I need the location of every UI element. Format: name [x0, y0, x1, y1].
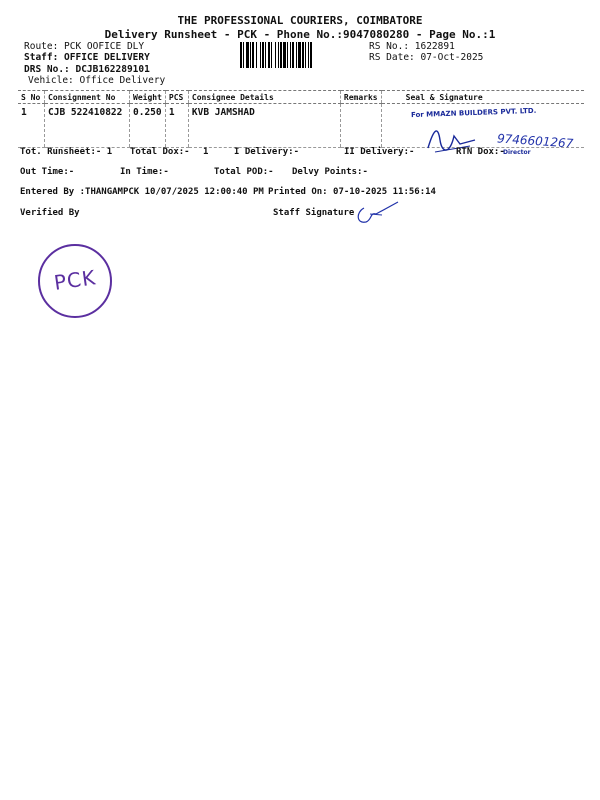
- staff-signature-label: Staff Signature: [273, 208, 355, 218]
- verified-by: Verified By: [20, 208, 80, 218]
- col-remarks: Remarks: [340, 91, 381, 104]
- handwritten-phone: 9746601267: [496, 131, 574, 151]
- cell-consignee: KVB JAMSHAD: [188, 104, 340, 148]
- printed-on: Printed On: 07-10-2025 11:56:14: [268, 187, 436, 197]
- in-time: In Time:-: [120, 167, 169, 177]
- staff-text: Staff: OFFICE DELIVERY: [24, 52, 150, 63]
- pck-stamp: [38, 244, 112, 318]
- total-dox-value: 1: [203, 147, 209, 157]
- col-sno: S No: [18, 91, 45, 104]
- table-header-row: [18, 91, 584, 104]
- rs-number: RS No.: 1622891: [369, 41, 455, 52]
- cell-weight: 0.250: [130, 104, 166, 148]
- total-pod: Total POD:-: [214, 167, 274, 177]
- col-consignee: Consignee Details: [188, 91, 340, 104]
- company-title: THE PROFESSIONAL COURIERS, COIMBATORE: [177, 14, 423, 27]
- pck-stamp-text: PCK: [52, 265, 98, 295]
- rtn-dox: RTN Dox:-: [456, 147, 505, 157]
- barcode-bar: [312, 42, 315, 68]
- company-seal: For MMAZN BUILDERS PVT. LTD.: [410, 106, 537, 120]
- total-dox-label: Total Dox:-: [130, 147, 190, 157]
- out-time: Out Time:-: [20, 167, 75, 177]
- staff-signature-icon: [352, 200, 402, 228]
- delvy-points: Delvy Points:-: [292, 167, 368, 177]
- col-weight: Weight: [130, 91, 166, 104]
- col-consignment: Consignment No: [45, 91, 130, 104]
- entered-by: Entered By :THANGAMPCK 10/07/2025 12:00:40 PM: [20, 187, 264, 197]
- col-seal: Seal & Signature: [381, 91, 584, 104]
- col-pcs: PCS: [165, 91, 188, 104]
- seal-role: Director: [503, 149, 531, 156]
- rs-date: RS Date: 07-Oct-2025: [369, 52, 484, 63]
- drs-number: DRS No.: DCJB162289101: [24, 64, 150, 75]
- i-delivery: I Delivery:-: [234, 147, 300, 157]
- runsheet-subtitle: Delivery Runsheet - PCK - Phone No.:9047080280 - Page No.:1: [104, 28, 496, 41]
- total-runsheet: Tot. Runsheet:- 1: [20, 147, 113, 157]
- cell-pcs: 1: [165, 104, 188, 148]
- ii-delivery: II Delivery:-: [344, 147, 415, 157]
- route-text: Route: PCK OOFICE DLY: [24, 41, 145, 52]
- cell-sno: 1: [18, 104, 45, 148]
- vehicle-text: Vehicle: Office Delivery: [28, 75, 166, 86]
- barcode: [240, 42, 365, 68]
- cell-consignment: CJB 522410822: [45, 104, 130, 148]
- cell-remarks: [340, 104, 381, 148]
